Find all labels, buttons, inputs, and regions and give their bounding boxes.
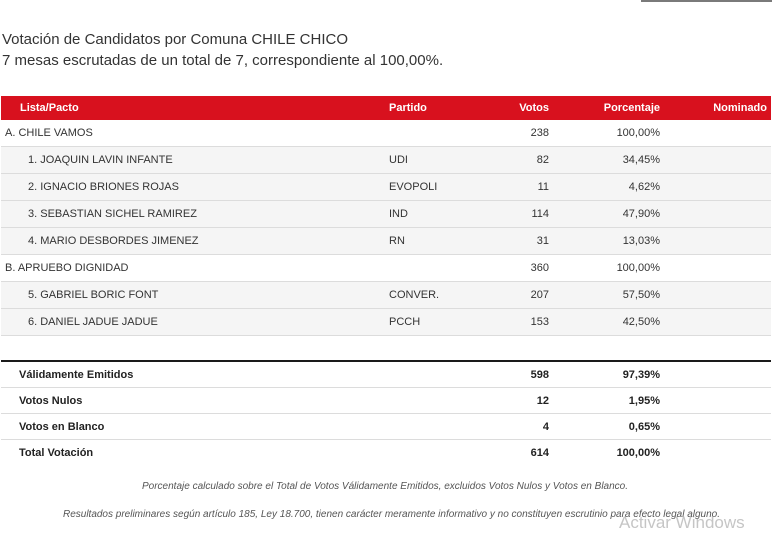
totals-label: Votos en Blanco bbox=[19, 421, 105, 433]
group-name: A. CHILE VAMOS bbox=[5, 127, 93, 139]
percent-cell: 42,50% bbox=[622, 316, 660, 328]
totals-label: Votos Nulos bbox=[19, 395, 83, 407]
percent-cell: 100,00% bbox=[616, 262, 660, 274]
page-subtitle: 7 mesas escrutadas de un total de 7, correspondiente al 100,00%. bbox=[2, 52, 444, 69]
votes-cell: 31 bbox=[536, 235, 549, 247]
group-name: B. APRUEBO DIGNIDAD bbox=[5, 262, 129, 274]
candidate-row bbox=[1, 174, 771, 201]
percent-cell: 13,03% bbox=[622, 235, 660, 247]
header-lista-pacto: Lista/Pacto bbox=[20, 102, 79, 114]
results-table bbox=[1, 96, 771, 336]
candidate-row bbox=[1, 147, 771, 174]
party-cell: RN bbox=[389, 235, 405, 247]
candidate-row bbox=[1, 201, 771, 228]
legal-note: Resultados preliminares según artículo 185, Ley 18.700, tienen carácter meramente informativo y no constituyen escrutinio para efecto legal alguno. bbox=[62, 509, 721, 520]
percent-cell: 4,62% bbox=[628, 181, 660, 193]
header-partido: Partido bbox=[389, 102, 427, 114]
activation-watermark: Activar Windows bbox=[619, 513, 745, 532]
totals-row bbox=[1, 414, 771, 440]
candidate-name: 1. JOAQUIN LAVIN INFANTE bbox=[28, 154, 173, 166]
candidate-name: 4. MARIO DESBORDES JIMENEZ bbox=[28, 235, 199, 247]
header-nominado: Nominado bbox=[713, 102, 767, 114]
party-cell: UDI bbox=[389, 154, 408, 166]
candidate-row bbox=[1, 228, 771, 255]
percent-cell: 97,39% bbox=[622, 369, 660, 381]
candidate-name: 3. SEBASTIAN SICHEL RAMIREZ bbox=[28, 208, 197, 220]
votes-cell: 11 bbox=[537, 181, 549, 193]
totals-label: Total Votación bbox=[19, 447, 94, 459]
party-cell: CONVER. bbox=[389, 289, 440, 301]
votes-cell: 614 bbox=[530, 447, 549, 459]
candidate-row bbox=[1, 309, 771, 336]
percent-cell: 34,45% bbox=[622, 154, 660, 166]
header-porcentaje: Porcentaje bbox=[603, 102, 660, 114]
candidate-name: 5. GABRIEL BORIC FONT bbox=[28, 289, 159, 301]
votes-cell: 207 bbox=[530, 289, 549, 301]
group-row bbox=[1, 120, 771, 147]
percent-cell: 100,00% bbox=[616, 127, 660, 139]
votes-cell: 114 bbox=[531, 208, 549, 220]
header-votos: Votos bbox=[519, 102, 549, 114]
percent-cell: 1,95% bbox=[628, 395, 660, 407]
votes-cell: 598 bbox=[530, 369, 549, 381]
votes-cell: 238 bbox=[530, 127, 549, 139]
votes-cell: 4 bbox=[542, 421, 549, 433]
percentage-note: Porcentaje calculado sobre el Total de Votos Válidamente Emitidos, excluidos Votos Nulos y Votos en Blanco. bbox=[141, 481, 628, 492]
percent-cell: 47,90% bbox=[622, 208, 660, 220]
top-divider bbox=[641, 0, 772, 2]
candidate-name: 2. IGNACIO BRIONES ROJAS bbox=[28, 181, 179, 193]
candidate-row bbox=[1, 282, 771, 309]
totals-row bbox=[1, 440, 771, 465]
totals-row bbox=[1, 388, 771, 414]
table-header bbox=[1, 96, 771, 120]
page-title: Votación de Candidatos por Comuna CHILE CHICO bbox=[2, 31, 349, 48]
totals-label: Válidamente Emitidos bbox=[19, 369, 134, 381]
candidate-name: 6. DANIEL JADUE JADUE bbox=[28, 316, 158, 328]
party-cell: EVOPOLI bbox=[389, 181, 438, 193]
percent-cell: 57,50% bbox=[622, 289, 660, 301]
party-cell: IND bbox=[389, 208, 408, 220]
percent-cell: 100,00% bbox=[616, 447, 660, 459]
votes-cell: 12 bbox=[536, 395, 549, 407]
votes-cell: 82 bbox=[536, 154, 549, 166]
party-cell: PCCH bbox=[389, 316, 421, 328]
totals-row bbox=[1, 362, 771, 388]
votes-cell: 153 bbox=[530, 316, 549, 328]
totals-table bbox=[1, 362, 771, 465]
percent-cell: 0,65% bbox=[628, 421, 660, 433]
group-row bbox=[1, 255, 771, 282]
votes-cell: 360 bbox=[530, 262, 549, 274]
